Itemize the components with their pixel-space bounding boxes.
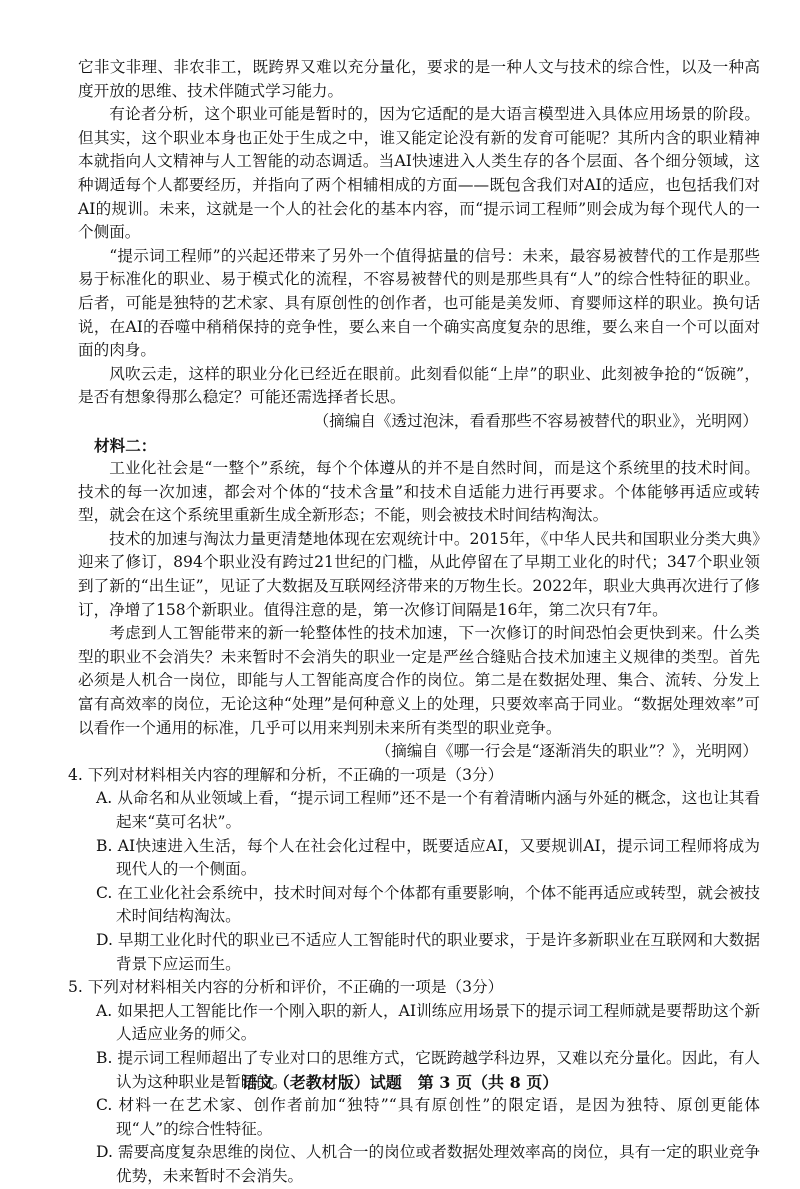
material1-paragraph-4: 风吹云走，这样的职业分化已经近在眼前。此刻看似能“上岸”的职业、此刻被争抢的“饭碗”，是否有想象得那么稳定？可能还需选择者长思。: [78, 364, 760, 407]
material1-paragraph-2: 有论者分析，这个职业可能是暂时的，因为它适配的是大语言模型进入具体应用场景的阶段。但其实，这个职业本身也正处于生成之中，谁又能定论没有新的发育可能呢？其所内含的职业精神本就指向人文精神与人工智能的动态调适。当AI快速进入人类生存的各个层面、各个细分领域，这种调适每个人都要经历，并指向了两个相辅相成的方面——既包含我们对AI的适应，也包括我们对AI的规训。未来，这就是一个人的社会化的基本内容，而“提示词工程师”则会成为每个现代人的一个侧面。: [78, 105, 760, 242]
question-5-option-c: C. 材料一在艺术家、创作者前加“独特”“具有原创性”的限定语，是因为独特、原创更能体现“人”的综合性特征。: [96, 1096, 760, 1138]
material2-source: （摘编自《哪一行会是“逐渐消失的职业”？》，光明网）: [375, 742, 758, 761]
material1-paragraph-1: 它非文非理、非农非工，既跨界又难以充分量化，要求的是一种人文与技术的综合性，以及一种高度开放的思维、技术伴随式学习能力。: [78, 58, 760, 100]
question-5-stem: 5. 下列对材料相关内容的分析和评价，不正确的一项是（3分）: [68, 978, 504, 997]
question-4: [68, 764, 760, 976]
question-4-option-c: C. 在工业化社会系统中，技术时间对每个个体都有重要影响，个体不能再适应或转型，就会被技术时间结构淘汰。: [96, 883, 760, 926]
question-4-stem: 4. 下列对材料相关内容的理解和分析，不正确的一项是（3分）: [68, 765, 504, 784]
material2-paragraph-3: 考虑到人工智能带来的新一轮整体性的技术加速，下一次修订的时间恐怕会更快到来。什么类型的职业不会消失？未来暂时不会消失的职业一定是严丝合缝贴合技术加速主义规律的类型。首先必须是人机合一岗位，即能与人工智能高度合作的岗位。第二是在数据处理、集合、流转、分发上富有高效率的岗位，无论这种“处理”是何种意义上的处理，只要效率高于同业。“数据处理效率”可以看作一个通用的标准，几乎可以用来判别未来所有类型的职业竞争。: [78, 624, 760, 737]
material1-paragraph-3: “提示词工程师”的兴起还带来了另外一个值得掂量的信号：未来，最容易被替代的工作是那些易于标准化的职业、易于模式化的流程，不容易被替代的则是那些具有“人”的综合性特征的职业。后者，可能是独特的艺术家、具有原创性的创作者，也可能是美发师、育婴师这样的职业。换句话说，在AI的吞噬中稍稍保持的竞争性，要么来自一个确实高度复杂的思维，要么来自一个可以面对面的肉身。: [78, 246, 760, 360]
question-4-option-b: B. AI快速进入生活，每个人在社会化过程中，既要适应AI，又要规训AI，提示词工程师将成为现代人的一个侧面。: [96, 836, 760, 879]
material1-source: （摘编自《透过泡沫，看看那些不容易被替代的职业》，光明网）: [313, 411, 758, 430]
question-4-option-a: A. 从命名和从业领域上看，“提示词工程师”还不是一个有着清晰内涵与外延的概念，这也让其看起来“莫可名状”。: [96, 789, 760, 831]
question-5-option-b: B. 提示词工程师超出了专业对口的思维方式，它既跨越学科边界，又难以充分量化。因此，有人认为这种职业是暂时的。: [96, 1048, 760, 1091]
page-content: [68, 56, 760, 1189]
question-5-option-a: A. 如果把人工智能比作一个刚入职的新人，AI训练应用场景下的提示词工程师就是要帮助这个新人适应业务的师父。: [96, 1001, 760, 1044]
material2-paragraph-1: 工业化社会是“一整个”系统，每个个体遵从的并不是自然时间，而是这个系统里的技术时间。技术的每一次加速，都会对个体的“技术含量”和技术自适能力进行再要求。个体能够再适应或转型，就会在这个系统里重新生成全新形态；不能，则会被技术时间结构淘汰。: [78, 459, 760, 525]
material2-paragraph-2: 技术的加速与淘汰力量更清楚地体现在宏观统计中。2015年，《中华人民共和国职业分类大典》迎来了修订，894个职业没有跨过21世纪的门槛，从此停留在了早期工业化的时代；347个职业领到了新的“出生证”，见证了大数据及互联网经济带来的万物生长。2022年，职业大典再次进行了修订，净增了158个新职业。值得注意的是，第一次修订间隔是16年，第二次只有7年。: [78, 529, 760, 619]
page-footer: 语文（老教材版）试题 第 3 页（共 8 页）: [241, 1073, 559, 1092]
material2-heading: 材料二：: [94, 435, 157, 455]
question-4-option-d: D. 早期工业化时代的职业已不适应人工智能时代的职业要求，于是许多新职业在互联网和大数据背景下应运而生。: [96, 930, 760, 973]
question-5-option-d: D. 需要高度复杂思维的岗位、人机合一的岗位或者数据处理效率高的岗位，具有一定的职业竞争优势，未来暂时不会消失。: [96, 1143, 760, 1185]
